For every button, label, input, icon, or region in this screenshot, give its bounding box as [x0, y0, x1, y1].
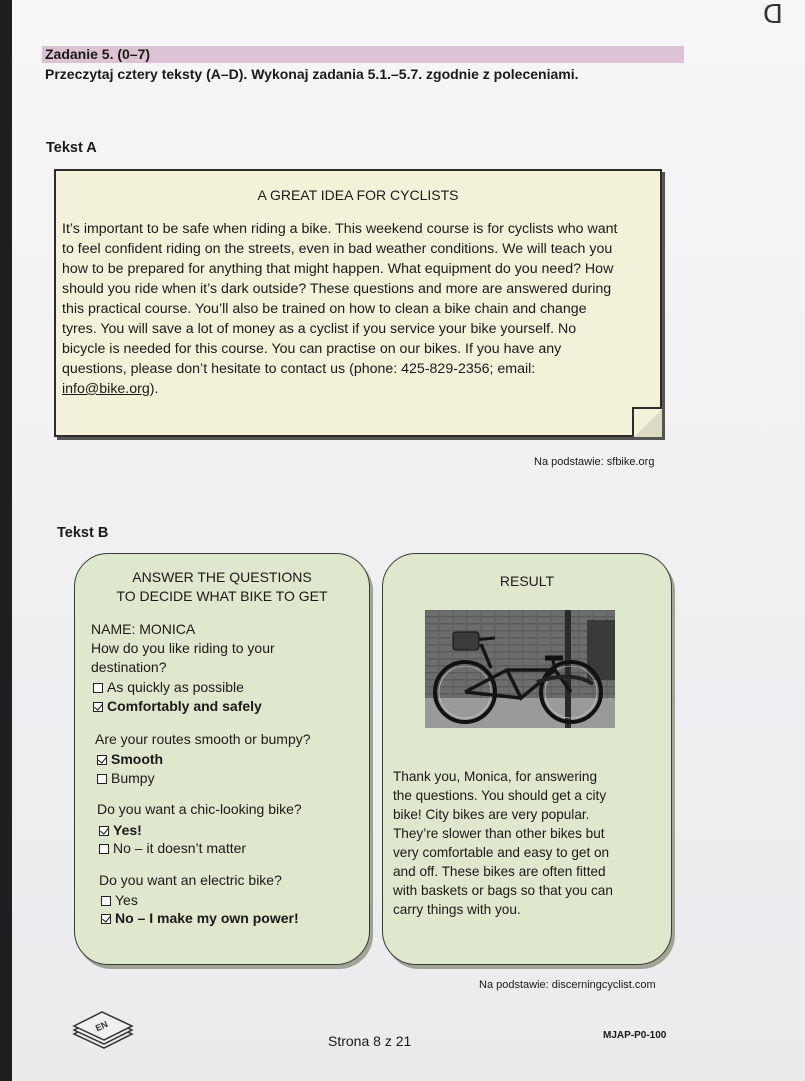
exam-code: MJAP-P0-100 [603, 1030, 667, 1041]
text-b-label: Tekst B [57, 525, 109, 541]
option-q1-a [93, 678, 244, 697]
result-line: very comfortable and easy to get on [393, 845, 610, 860]
result-line: and off. These bikes are often fitted [393, 864, 606, 879]
text-a-body [62, 219, 652, 399]
checkbox-empty-icon[interactable] [101, 896, 111, 906]
result-title: RESULT [499, 573, 555, 589]
text-a-line: tyres. You will save a lot of money as a cyclist if you service your bike yourself. No [62, 321, 577, 337]
result-line: carry things with you. [393, 902, 521, 917]
option-label: Comfortably and safely [107, 698, 262, 714]
checkbox-empty-icon[interactable] [97, 774, 107, 784]
result-card [382, 553, 672, 965]
email-suffix: ). [149, 381, 159, 397]
text-a-last-line [62, 379, 652, 399]
checkbox-checked-icon[interactable] [93, 702, 103, 712]
option-label: Yes! [113, 822, 142, 838]
question-3: Do you want a chic-looking bike? [97, 801, 302, 817]
city-bike-photo [425, 610, 615, 728]
option-label: As quickly as possible [107, 679, 244, 695]
exam-logo-icon [70, 1010, 136, 1055]
option-label: Smooth [111, 751, 164, 767]
questionnaire-title-line: TO DECIDE WHAT BIKE TO GET [116, 588, 328, 604]
option-q4-a [101, 891, 138, 910]
question-2: Are your routes smooth or bumpy? [95, 731, 311, 747]
text-a-label: Tekst A [46, 140, 97, 156]
result-line: bike! City bikes are very popular. [393, 807, 590, 822]
questionnaire-title-line: ANSWER THE QUESTIONS [132, 569, 312, 585]
text-b-source: Na podstawie: discerningcyclist.com [479, 979, 656, 991]
page-number: Strona 8 z 21 [328, 1033, 412, 1049]
option-q1-b [93, 697, 262, 716]
checkbox-checked-icon[interactable] [99, 826, 109, 836]
option-q2-a [97, 750, 163, 769]
bicycle-icon [425, 610, 615, 728]
option-label: No – it doesn’t matter [113, 840, 247, 856]
checkbox-checked-icon[interactable] [97, 755, 107, 765]
result-line: They’re slower than other bikes but [393, 826, 605, 841]
option-q4-b [101, 909, 299, 928]
checkbox-empty-icon[interactable] [99, 844, 109, 854]
option-label: No – I make my own power! [115, 910, 299, 926]
svg-text:EN: EN [93, 1018, 110, 1034]
text-a-line: questions, please don’t hesitate to contact us (phone: 425-829-2356; email: [62, 361, 536, 377]
text-a-line: this practical course. You’ll also be trained on how to clean a bike chain and change [62, 301, 587, 317]
questionnaire-title [75, 568, 369, 606]
text-a-line: bicycle is needed for this course. You can practise on our bikes. If you have any [62, 341, 562, 357]
result-line: with baskets or bags so that you can [393, 883, 613, 898]
text-a-title: A GREAT IDEA FOR CYCLISTS [257, 187, 459, 203]
email-link[interactable]: info@bike.org [62, 381, 150, 397]
exam-page [12, 0, 805, 1081]
text-a-box [54, 169, 662, 437]
text-a-line: how to be prepared for anything that might happen. What equipment do you need? How [62, 261, 614, 277]
result-line: the questions. You should get a city [393, 788, 607, 803]
result-body [393, 767, 645, 919]
task-title: Zadanie 5. (0–7) [45, 46, 151, 62]
questionnaire-card [74, 553, 370, 965]
option-label: Yes [115, 892, 138, 908]
task-instruction: Przeczytaj cztery teksty (A–D). Wykonaj zadania 5.1.–5.7. zgodnie z poleceniami. [45, 66, 579, 82]
option-q2-b [97, 769, 155, 788]
question-1-cont: destination? [91, 659, 167, 675]
folded-corner [632, 407, 662, 437]
text-a-line: It’s important to be safe when riding a bike. This weekend course is for cyclists who want [62, 221, 618, 237]
corner-handwritten-mark: ᗡ [763, 0, 783, 30]
option-q3-b [99, 839, 246, 858]
option-label: Bumpy [111, 770, 155, 786]
text-a-source: Na podstawie: sfbike.org [534, 456, 655, 468]
text-a-line: to feel confident riding on the streets, even in bad weather conditions. We will teach you [62, 241, 613, 257]
question-1: How do you like riding to your [91, 640, 275, 656]
checkbox-empty-icon[interactable] [93, 683, 103, 693]
result-line: Thank you, Monica, for answering [393, 769, 598, 784]
text-a-line: should you ride when it’s dark outside? These questions and more are answered during [62, 281, 612, 297]
question-4: Do you want an electric bike? [99, 872, 282, 888]
checkbox-checked-icon[interactable] [101, 914, 111, 924]
option-q3-a [99, 821, 142, 840]
respondent-name: NAME: MONICA [91, 621, 196, 637]
